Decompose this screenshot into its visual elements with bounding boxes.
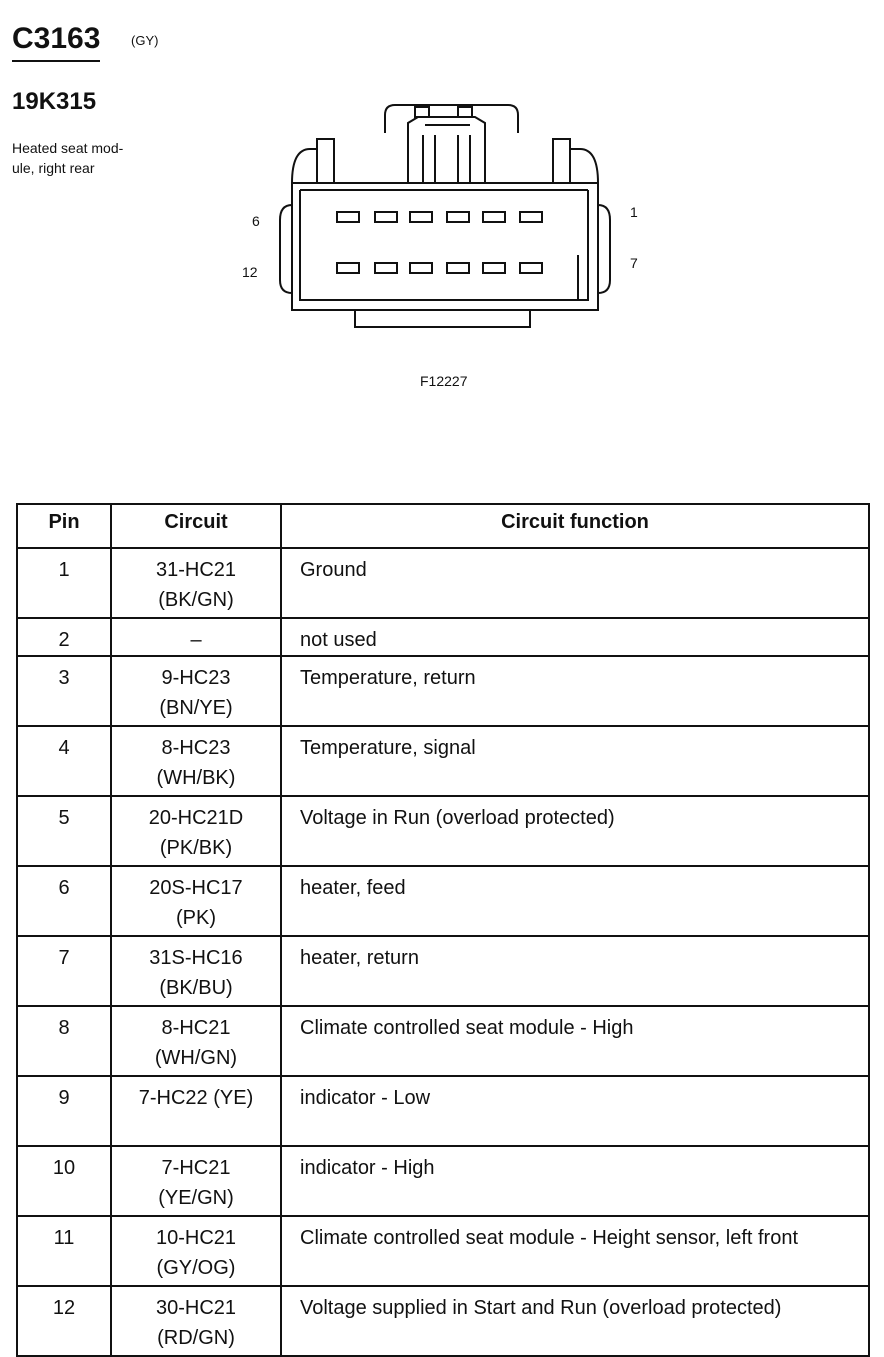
table-row xyxy=(17,1146,869,1216)
pin-cell: 11 xyxy=(17,1216,111,1286)
function-cell: Temperature, return xyxy=(281,656,869,726)
wire-color: (BK/BU) xyxy=(159,977,233,999)
circuit-code: 31S-HC16 xyxy=(149,947,243,969)
circuit-code: 7-HC21 xyxy=(161,1157,231,1179)
table-row xyxy=(17,936,869,1006)
circuit-code: 9-HC23 xyxy=(161,667,231,689)
table-row xyxy=(17,1286,869,1356)
circuit-cell xyxy=(111,866,281,936)
circuit-code: 20-HC21D xyxy=(148,807,244,829)
circuit-cell xyxy=(111,796,281,866)
function-cell: indicator - High xyxy=(281,1146,869,1216)
circuit-cell xyxy=(111,1076,281,1146)
function-cell: Voltage in Run (overload protected) xyxy=(281,796,869,866)
pin-cell: 3 xyxy=(17,656,111,726)
function-cell: heater, feed xyxy=(281,866,869,936)
circuit-code: 20S-HC17 xyxy=(149,877,243,899)
table-row xyxy=(17,726,869,796)
circuit-cell xyxy=(111,1006,281,1076)
circuit-code: – xyxy=(190,629,202,651)
pin-label-bottom-right: 7 xyxy=(630,255,638,271)
pin-cell: 8 xyxy=(17,1006,111,1076)
connector-color-code: (GY) xyxy=(131,33,159,48)
circuit-cell xyxy=(111,1216,281,1286)
wire-color: (PK/BK) xyxy=(159,837,233,859)
function-column-header: Circuit function xyxy=(281,504,869,548)
connector-face-diagram xyxy=(230,95,650,345)
pin-cell: 2 xyxy=(17,618,111,656)
wire-color: (GY/OG) xyxy=(156,1257,236,1279)
pin-table xyxy=(16,503,870,1357)
pin-cell: 9 xyxy=(17,1076,111,1146)
table-header-row xyxy=(17,504,869,548)
description-line-1: Heated seat mod- xyxy=(12,140,124,156)
circuit-code: 10-HC21 xyxy=(155,1227,237,1249)
component-description xyxy=(12,138,162,178)
wire-color: (WH/GN) xyxy=(154,1047,238,1069)
function-cell: heater, return xyxy=(281,936,869,1006)
pin-label-top-right: 1 xyxy=(630,204,638,220)
circuit-cell xyxy=(111,656,281,726)
wire-color: (WH/BK) xyxy=(156,767,236,789)
wire-color: (YE/GN) xyxy=(158,1187,234,1209)
circuit-code: 8-HC23 xyxy=(161,737,231,759)
circuit-cell xyxy=(111,1286,281,1356)
wire-color: (PK) xyxy=(176,907,216,929)
pin-cell: 10 xyxy=(17,1146,111,1216)
pin-cell: 4 xyxy=(17,726,111,796)
table-row xyxy=(17,1216,869,1286)
function-cell: not used xyxy=(281,618,869,656)
function-cell: indicator - Low xyxy=(281,1076,869,1146)
circuit-cell xyxy=(111,548,281,618)
pin-cell: 1 xyxy=(17,548,111,618)
table-row xyxy=(17,1076,869,1146)
function-cell: Ground xyxy=(281,548,869,618)
circuit-code: 7-HC22 (YE) xyxy=(138,1087,254,1109)
wire-color: (BN/YE) xyxy=(159,697,233,719)
description-line-2: ule, right rear xyxy=(12,160,95,176)
pin-cell: 6 xyxy=(17,866,111,936)
circuit-code: 31-HC21 xyxy=(155,559,237,581)
part-number: 19K315 xyxy=(12,88,97,115)
wire-color: (BK/GN) xyxy=(158,589,234,611)
table-row xyxy=(17,1006,869,1076)
function-cell: Temperature, signal xyxy=(281,726,869,796)
function-cell: Climate controlled seat module - Height sensor, left front xyxy=(281,1216,869,1286)
pin-label-bottom-left: 12 xyxy=(242,264,258,280)
circuit-cell xyxy=(111,1146,281,1216)
pin-cell: 5 xyxy=(17,796,111,866)
circuit-code: 30-HC21 xyxy=(155,1297,237,1319)
pin-cell: 7 xyxy=(17,936,111,1006)
table-row xyxy=(17,796,869,866)
circuit-cell xyxy=(111,726,281,796)
circuit-cell xyxy=(111,618,281,656)
wire-color: (RD/GN) xyxy=(157,1327,235,1349)
table-row xyxy=(17,866,869,936)
circuit-cell xyxy=(111,936,281,1006)
pin-cell: 12 xyxy=(17,1286,111,1356)
table-row xyxy=(17,656,869,726)
connector-id: C3163 xyxy=(12,22,100,62)
table-row xyxy=(17,618,869,656)
circuit-code: 8-HC21 xyxy=(161,1017,231,1039)
function-cell: Climate controlled seat module - High xyxy=(281,1006,869,1076)
function-cell: Voltage supplied in Start and Run (overload protected) xyxy=(281,1286,869,1356)
table-row xyxy=(17,548,869,618)
circuit-column-header: Circuit xyxy=(111,504,281,548)
figure-code: F12227 xyxy=(420,373,468,389)
pin-label-top-left: 6 xyxy=(252,213,260,229)
pin-column-header: Pin xyxy=(17,504,111,548)
